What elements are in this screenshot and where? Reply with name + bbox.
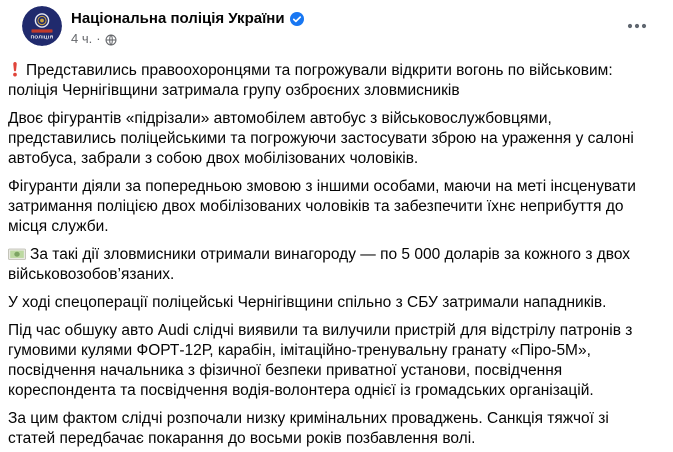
paragraph-text: Двоє фігурантів «підрізали» автомобілем автобус з військовослужбовцями, представились поліцейськими та погрожуючи застосувати зброю на ураження у салоні автобуса, забрали з собою двох мобілізованих чоловіків. [8, 110, 634, 167]
paragraph-text: Фігуранти діяли за попередньою змовою з іншими особами, маючи на меті інсценувати затримання поліцією двох мобілізованих чоловіків та забезпечити їхнє неприбуття до місця служби. [8, 178, 636, 235]
post-paragraph [8, 109, 659, 169]
police-emblem-icon [22, 6, 62, 46]
ellipsis-icon [627, 23, 647, 29]
post-paragraph [8, 177, 659, 237]
paragraph-text: Під час обшуку авто Audi слідчі виявили та вилучили пристрій для відстрілу патронів з гумовими кулями ФОРТ-12Р, карабін, імітаційно-тренувальну гранату «Піро-5М», посвідчення начальника з фізичної безпеки приватної установи, посвідчення кореспондента та посвідчення водія-волонтера однієї із громадських організацій. [8, 322, 633, 399]
post-paragraph [8, 321, 659, 401]
post-body [0, 52, 673, 449]
paragraph-text: За такі дії зловмисники отримали винагороду — по 5 000 доларів за кожного з двох військовозобов’язаних. [8, 246, 631, 283]
svg-text:ПОЛІЦІЯ: ПОЛІЦІЯ [30, 35, 54, 41]
meta-separator: · [96, 31, 101, 46]
page-avatar[interactable] [22, 6, 62, 46]
post-paragraph [8, 409, 659, 449]
red-exclamation-icon [8, 61, 22, 77]
more-options-button[interactable] [621, 10, 653, 42]
header-text [71, 6, 304, 47]
dollar-banknote-icon [8, 247, 26, 261]
post-paragraph [8, 61, 659, 101]
post-header [0, 0, 673, 52]
paragraph-text: У ході спецоперації поліцейські Чернігівщини спільно з СБУ затримали нападників. [8, 294, 607, 311]
post-paragraph [8, 245, 659, 285]
paragraph-text: За цим фактом слідчі розпочали низку кримінальних проваджень. Санкція тяжчої зі статей передбачає покарання до восьми років позбавлення волі. [8, 410, 609, 447]
verified-badge-icon [290, 12, 304, 26]
timestamp[interactable]: 4 ч. [71, 31, 93, 46]
post-meta [71, 31, 304, 47]
paragraph-text: Представились правоохоронцями та погрожували відкрити вогонь по військовим: поліція Чернігівщини затримала групу озброєних зловмисників [8, 62, 613, 99]
globe-audience-icon [105, 34, 117, 46]
page-name[interactable]: Національна поліція України [71, 10, 285, 27]
post-paragraph [8, 293, 659, 313]
